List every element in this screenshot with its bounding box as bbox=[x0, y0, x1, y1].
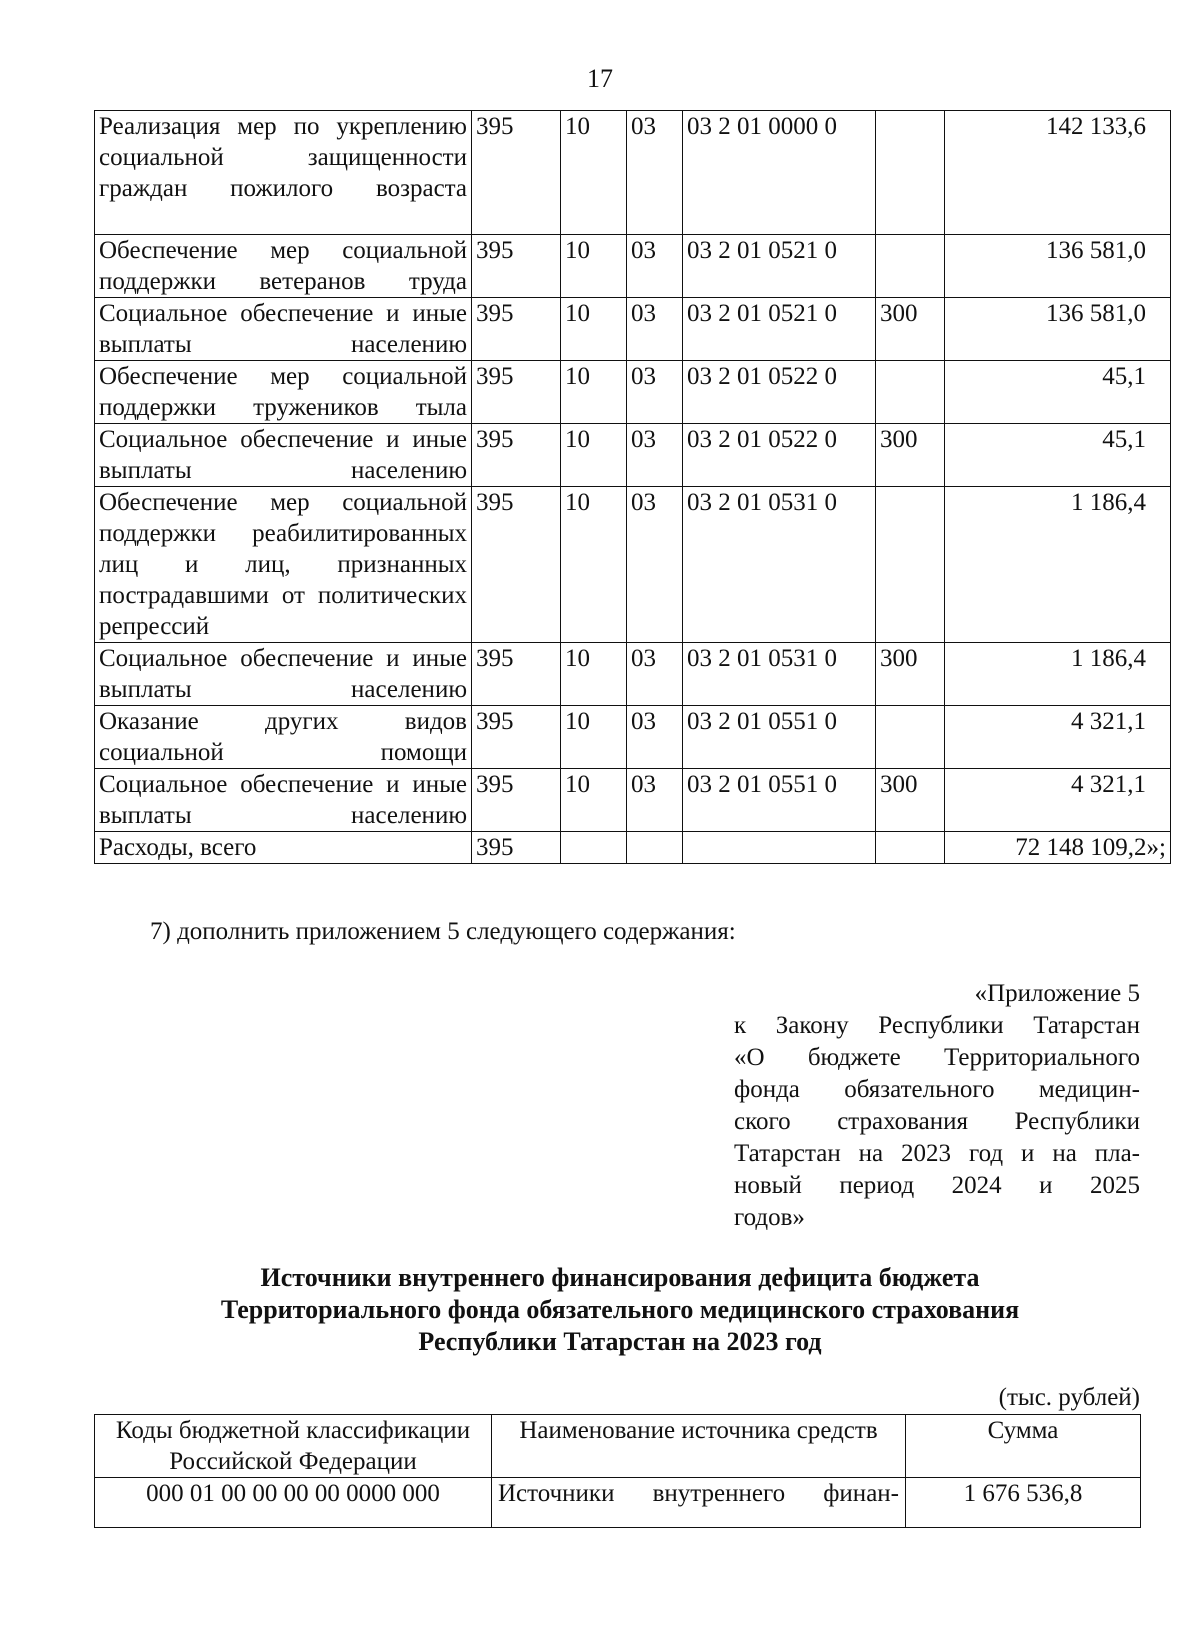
row-expense-type bbox=[876, 487, 945, 643]
appendix-header bbox=[734, 978, 1140, 1234]
row-name: Социальное обеспечение и иные выплаты населению bbox=[95, 298, 472, 361]
row-section bbox=[561, 832, 627, 864]
row-expense-type: 300 bbox=[876, 424, 945, 487]
table-row bbox=[95, 706, 1171, 769]
appendix-line: ского страхования Республики bbox=[734, 1108, 1140, 1135]
appendix-line: к Закону Республики Татарстан bbox=[734, 1012, 1140, 1039]
row-target-code: 03 2 01 0531 0 bbox=[683, 487, 876, 643]
row-amount: 72 148 109,2»; bbox=[945, 832, 1171, 864]
row-section: 10 bbox=[561, 643, 627, 706]
row-section: 10 bbox=[561, 235, 627, 298]
row-amount: 4 321,1 bbox=[945, 769, 1171, 832]
section-title-line: Республики Татарстан на 2023 год bbox=[418, 1327, 822, 1356]
instruction-paragraph: 7) дополнить приложением 5 следующего содержания: bbox=[150, 918, 736, 945]
row-amount: 136 581,0 bbox=[945, 235, 1171, 298]
row-target-code: 03 2 01 0551 0 bbox=[683, 769, 876, 832]
table-row bbox=[95, 643, 1171, 706]
row-name: Реализация мер по укреплению социальной защищенности граждан пожилого возраста bbox=[95, 111, 472, 235]
row-target-code: 03 2 01 0522 0 bbox=[683, 424, 876, 487]
appendix-line: фонда обязательного медицин- bbox=[734, 1076, 1140, 1103]
row-target-code: 03 2 01 0000 0 bbox=[683, 111, 876, 235]
appendix-line: «О бюджете Территориального bbox=[734, 1044, 1140, 1071]
section-title-line: Источники внутреннего финансирования дефицита бюджета bbox=[260, 1263, 980, 1292]
row-amount: 1 186,4 bbox=[945, 643, 1171, 706]
row-expense-type bbox=[876, 706, 945, 769]
row-grbs: 395 bbox=[472, 832, 561, 864]
row-subsection: 03 bbox=[627, 706, 683, 769]
row-grbs: 395 bbox=[472, 235, 561, 298]
row-subsection: 03 bbox=[627, 235, 683, 298]
row-sum: 1 676 536,8 bbox=[906, 1478, 1141, 1528]
section-title-line: Территориального фонда обязательного медицинского страхования bbox=[220, 1295, 1020, 1324]
row-target-code: 03 2 01 0521 0 bbox=[683, 298, 876, 361]
table-row bbox=[95, 235, 1171, 298]
row-grbs: 395 bbox=[472, 769, 561, 832]
row-section: 10 bbox=[561, 769, 627, 832]
row-amount: 45,1 bbox=[945, 424, 1171, 487]
row-section: 10 bbox=[561, 706, 627, 769]
table-row bbox=[95, 769, 1171, 832]
row-section: 10 bbox=[561, 361, 627, 424]
row-subsection: 03 bbox=[627, 298, 683, 361]
sources-table bbox=[94, 1414, 1141, 1528]
row-grbs: 395 bbox=[472, 361, 561, 424]
row-target-code: 03 2 01 0551 0 bbox=[683, 706, 876, 769]
row-amount: 142 133,6 bbox=[945, 111, 1171, 235]
row-name: Обеспечение мер социальной поддержки реабилитированных лиц и лиц, признанных пострадавшими от политических репрессий bbox=[95, 487, 472, 643]
row-subsection: 03 bbox=[627, 361, 683, 424]
header-sum: Сумма bbox=[906, 1415, 1141, 1478]
row-grbs: 395 bbox=[472, 111, 561, 235]
row-subsection: 03 bbox=[627, 769, 683, 832]
row-amount: 1 186,4 bbox=[945, 487, 1171, 643]
row-grbs: 395 bbox=[472, 487, 561, 643]
table-header-row bbox=[95, 1415, 1141, 1478]
table-row bbox=[95, 424, 1171, 487]
row-expense-type bbox=[876, 361, 945, 424]
appendix-line: годов» bbox=[734, 1204, 805, 1231]
row-grbs: 395 bbox=[472, 706, 561, 769]
row-name: Социальное обеспечение и иные выплаты населению bbox=[95, 769, 472, 832]
row-target-code: 03 2 01 0522 0 bbox=[683, 361, 876, 424]
row-name: Расходы, всего bbox=[95, 832, 472, 864]
section-title bbox=[0, 1262, 1200, 1358]
row-grbs: 395 bbox=[472, 643, 561, 706]
row-grbs: 395 bbox=[472, 424, 561, 487]
row-target-code: 03 2 01 0531 0 bbox=[683, 643, 876, 706]
row-expense-type bbox=[876, 235, 945, 298]
row-amount: 4 321,1 bbox=[945, 706, 1171, 769]
row-grbs: 395 bbox=[472, 298, 561, 361]
row-section: 10 bbox=[561, 487, 627, 643]
table-row bbox=[95, 361, 1171, 424]
row-subsection: 03 bbox=[627, 487, 683, 643]
row-expense-type: 300 bbox=[876, 769, 945, 832]
header-source-name: Наименование источника средств bbox=[492, 1415, 906, 1478]
row-expense-type bbox=[876, 832, 945, 864]
row-subsection: 03 bbox=[627, 643, 683, 706]
page-number: 17 bbox=[587, 64, 613, 93]
row-expense-type bbox=[876, 111, 945, 235]
row-name: Обеспечение мер социальной поддержки тружеников тыла bbox=[95, 361, 472, 424]
row-section: 10 bbox=[561, 298, 627, 361]
row-source-name: Источники внутреннего финан- bbox=[492, 1478, 906, 1528]
row-target-code bbox=[683, 832, 876, 864]
row-subsection: 03 bbox=[627, 111, 683, 235]
table-row bbox=[95, 1478, 1141, 1528]
appendix-line: новый период 2024 и 2025 bbox=[734, 1172, 1140, 1199]
row-name: Обеспечение мер социальной поддержки ветеранов труда bbox=[95, 235, 472, 298]
units-label: (тыс. рублей) bbox=[998, 1384, 1140, 1411]
row-target-code: 03 2 01 0521 0 bbox=[683, 235, 876, 298]
table-total-row bbox=[95, 832, 1171, 864]
row-name: Социальное обеспечение и иные выплаты населению bbox=[95, 643, 472, 706]
row-name: Оказание других видов социальной помощи bbox=[95, 706, 472, 769]
row-amount: 136 581,0 bbox=[945, 298, 1171, 361]
row-name: Социальное обеспечение и иные выплаты населению bbox=[95, 424, 472, 487]
row-expense-type: 300 bbox=[876, 298, 945, 361]
header-code: Коды бюджетной классификации Российской Федерации bbox=[95, 1415, 492, 1478]
budget-table bbox=[94, 110, 1171, 864]
row-subsection: 03 bbox=[627, 424, 683, 487]
row-section: 10 bbox=[561, 424, 627, 487]
row-expense-type: 300 bbox=[876, 643, 945, 706]
row-code: 000 01 00 00 00 00 0000 000 bbox=[95, 1478, 492, 1528]
appendix-line: «Приложение 5 bbox=[974, 980, 1140, 1007]
row-subsection bbox=[627, 832, 683, 864]
row-section: 10 bbox=[561, 111, 627, 235]
table-row bbox=[95, 298, 1171, 361]
table-row bbox=[95, 487, 1171, 643]
appendix-line: Татарстан на 2023 год и на пла- bbox=[734, 1140, 1140, 1167]
row-amount: 45,1 bbox=[945, 361, 1171, 424]
table-row bbox=[95, 111, 1171, 235]
